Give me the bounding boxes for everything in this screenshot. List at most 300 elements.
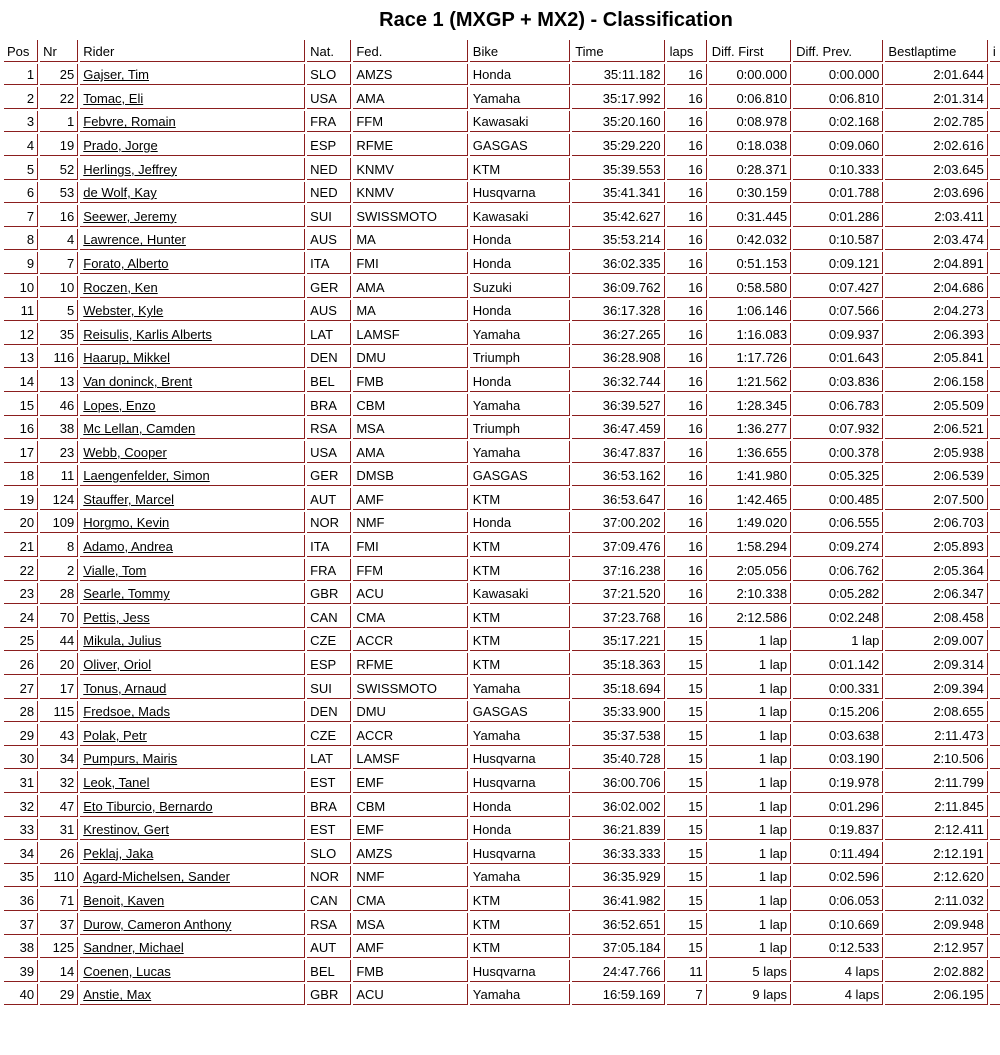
classification-body	[4, 64, 1000, 1006]
cell-fed: ACCR	[353, 630, 467, 652]
cell-diff-prev: 0:01.788	[793, 182, 883, 204]
cell-nr: 20	[40, 653, 78, 675]
cell-nr: 8	[40, 535, 78, 557]
cell-diff-prev: 0:02.596	[793, 866, 883, 888]
cell-bestlaptime: 2:06.393	[885, 323, 987, 345]
cell-rider	[80, 889, 305, 911]
cell-diff-first: 1 lap	[709, 748, 791, 770]
cell-nr: 25	[40, 64, 78, 86]
table-row	[4, 559, 1000, 581]
cell-bike: Yamaha	[470, 866, 570, 888]
cell-laps: 15	[667, 701, 707, 723]
cell-bestlaptime: 2:03.474	[885, 229, 987, 251]
cell-nat: BRA	[307, 795, 351, 817]
rider-link[interactable]: Van doninck, Brent	[83, 373, 193, 389]
cell-diff-prev: 0:03.638	[793, 724, 883, 746]
col-header-bike[interactable]: Bike	[470, 40, 570, 62]
cell-time: 36:35.929	[572, 866, 664, 888]
cell-i	[990, 771, 1000, 793]
rider-link[interactable]: de Wolf, Kay	[83, 185, 157, 201]
col-header-i[interactable]: i	[990, 40, 1000, 62]
col-header-rider[interactable]: Rider	[80, 40, 305, 62]
cell-bestlaptime: 2:01.314	[885, 87, 987, 109]
rider-link[interactable]: Tonus, Arnaud	[83, 680, 167, 696]
rider-link[interactable]: Febvre, Romain	[83, 114, 176, 130]
cell-i	[990, 889, 1000, 911]
cell-nr: 22	[40, 87, 78, 109]
rider-link[interactable]: Stauffer, Marcel	[83, 491, 175, 507]
cell-i	[990, 87, 1000, 109]
cell-laps: 15	[667, 677, 707, 699]
cell-diff-prev: 0:10.669	[793, 913, 883, 935]
cell-i	[990, 323, 1000, 345]
cell-nat: BRA	[307, 394, 351, 416]
cell-pos: 30	[4, 748, 38, 770]
cell-pos: 23	[4, 583, 38, 605]
cell-bike: KTM	[470, 488, 570, 510]
cell-bestlaptime: 2:10.506	[885, 748, 987, 770]
cell-pos: 27	[4, 677, 38, 699]
cell-pos: 11	[4, 300, 38, 322]
cell-nr: 70	[40, 606, 78, 628]
cell-nr: 110	[40, 866, 78, 888]
cell-bestlaptime: 2:11.473	[885, 724, 987, 746]
cell-laps: 11	[667, 960, 707, 982]
cell-bike: Honda	[470, 512, 570, 534]
cell-time: 36:53.162	[572, 465, 664, 487]
cell-nr: 37	[40, 913, 78, 935]
cell-nat: ESP	[307, 134, 351, 156]
table-row	[4, 323, 1000, 345]
cell-diff-first: 2:12.586	[709, 606, 791, 628]
cell-time: 36:17.328	[572, 300, 664, 322]
cell-rider	[80, 87, 305, 109]
cell-i	[990, 182, 1000, 204]
cell-i	[990, 418, 1000, 440]
col-header-time[interactable]: Time	[572, 40, 664, 62]
cell-rider	[80, 158, 305, 180]
cell-time: 36:52.651	[572, 913, 664, 935]
cell-diff-first: 1 lap	[709, 889, 791, 911]
rider-link[interactable]: Webster, Kyle	[83, 303, 164, 319]
rider-link[interactable]: Herlings, Jeffrey	[83, 161, 177, 177]
table-row	[4, 748, 1000, 770]
cell-pos: 12	[4, 323, 38, 345]
cell-rider	[80, 276, 305, 298]
rider-link[interactable]: Coenen, Lucas	[83, 963, 171, 979]
cell-fed: MSA	[353, 913, 467, 935]
cell-bike: Honda	[470, 300, 570, 322]
cell-nr: 14	[40, 960, 78, 982]
table-row	[4, 701, 1000, 723]
cell-bike: KTM	[470, 606, 570, 628]
cell-fed: AMF	[353, 488, 467, 510]
cell-nat: EST	[307, 819, 351, 841]
cell-laps: 16	[667, 182, 707, 204]
rider-link[interactable]: Lawrence, Hunter	[83, 232, 186, 248]
cell-nat: FRA	[307, 559, 351, 581]
cell-bike: Husqvarna	[470, 771, 570, 793]
cell-i	[990, 111, 1000, 133]
cell-i	[990, 653, 1000, 675]
cell-nr: 125	[40, 937, 78, 959]
cell-i	[990, 701, 1000, 723]
cell-bestlaptime: 2:06.195	[885, 984, 987, 1006]
cell-nat: ITA	[307, 252, 351, 274]
cell-rider	[80, 205, 305, 227]
cell-rider	[80, 252, 305, 274]
cell-time: 37:00.202	[572, 512, 664, 534]
cell-diff-prev: 0:01.142	[793, 653, 883, 675]
cell-laps: 16	[667, 323, 707, 345]
cell-laps: 16	[667, 347, 707, 369]
cell-diff-prev: 0:06.053	[793, 889, 883, 911]
cell-rider	[80, 583, 305, 605]
rider-link[interactable]: Horgmo, Kevin	[83, 515, 170, 531]
cell-pos: 28	[4, 701, 38, 723]
cell-rider	[80, 134, 305, 156]
cell-rider	[80, 418, 305, 440]
cell-time: 35:53.214	[572, 229, 664, 251]
cell-diff-first: 1 lap	[709, 913, 791, 935]
cell-rider	[80, 724, 305, 746]
cell-nat: AUS	[307, 300, 351, 322]
cell-time: 36:53.647	[572, 488, 664, 510]
rider-link[interactable]: Leok, Tanel	[83, 775, 150, 790]
cell-time: 35:29.220	[572, 134, 664, 156]
cell-bestlaptime: 2:06.539	[885, 465, 987, 487]
cell-fed: AMZS	[353, 842, 467, 864]
rider-link[interactable]: Reisulis, Karlis Alberts	[83, 326, 212, 342]
cell-bike: Honda	[470, 819, 570, 841]
cell-pos: 10	[4, 276, 38, 298]
rider-link[interactable]: Webb, Cooper	[83, 444, 167, 460]
cell-rider	[80, 771, 305, 793]
cell-rider	[80, 394, 305, 416]
cell-laps: 16	[667, 535, 707, 557]
cell-i	[990, 300, 1000, 322]
cell-nat: CAN	[307, 606, 351, 628]
cell-pos: 24	[4, 606, 38, 628]
cell-laps: 15	[667, 889, 707, 911]
cell-fed: AMF	[353, 937, 467, 959]
cell-diff-first: 1:42.465	[709, 488, 791, 510]
cell-bestlaptime: 2:12.411	[885, 819, 987, 841]
rider-link[interactable]: Sandner, Michael	[83, 940, 184, 956]
cell-diff-first: 0:42.032	[709, 229, 791, 251]
table-row	[4, 300, 1000, 322]
cell-nat: SLO	[307, 842, 351, 864]
cell-time: 37:09.476	[572, 535, 664, 557]
cell-bestlaptime: 2:11.799	[885, 771, 987, 793]
cell-fed: NMF	[353, 866, 467, 888]
col-header-fed[interactable]: Fed.	[353, 40, 467, 62]
cell-diff-prev: 0:00.331	[793, 677, 883, 699]
cell-laps: 15	[667, 937, 707, 959]
col-header-pos[interactable]: Pos	[4, 40, 38, 62]
cell-bestlaptime: 2:01.644	[885, 64, 987, 86]
cell-diff-prev: 0:05.325	[793, 465, 883, 487]
cell-laps: 15	[667, 842, 707, 864]
rider-link[interactable]: Mc Lellan, Camden	[83, 421, 196, 437]
cell-bike: Husqvarna	[470, 182, 570, 204]
cell-time: 36:02.335	[572, 252, 664, 274]
cell-diff-first: 1 lap	[709, 653, 791, 675]
cell-fed: FFM	[353, 559, 467, 581]
cell-fed: LAMSF	[353, 748, 467, 770]
cell-pos: 16	[4, 418, 38, 440]
cell-nr: 10	[40, 276, 78, 298]
rider-link[interactable]: Haarup, Mikkel	[83, 350, 170, 366]
cell-diff-first: 0:51.153	[709, 252, 791, 274]
cell-time: 35:18.363	[572, 653, 664, 675]
cell-rider	[80, 323, 305, 345]
cell-laps: 16	[667, 559, 707, 581]
cell-bestlaptime: 2:09.314	[885, 653, 987, 675]
col-header-nat[interactable]: Nat.	[307, 40, 351, 62]
cell-diff-first: 1:28.345	[709, 394, 791, 416]
cell-rider	[80, 819, 305, 841]
col-header-bestlaptime[interactable]: Bestlaptime	[885, 40, 987, 62]
cell-rider	[80, 630, 305, 652]
cell-i	[990, 64, 1000, 86]
cell-laps: 16	[667, 512, 707, 534]
table-row	[4, 441, 1000, 463]
cell-i	[990, 252, 1000, 274]
cell-bike: Triumph	[470, 347, 570, 369]
rider-link[interactable]: Adamo, Andrea	[83, 539, 173, 555]
cell-i	[990, 394, 1000, 416]
cell-pos: 18	[4, 465, 38, 487]
cell-pos: 35	[4, 866, 38, 888]
table-row	[4, 771, 1000, 793]
cell-nat: EST	[307, 771, 351, 793]
cell-nr: 28	[40, 583, 78, 605]
cell-diff-prev: 0:15.206	[793, 701, 883, 723]
rider-link[interactable]: Eto Tiburcio, Bernardo	[83, 798, 213, 814]
table-row	[4, 229, 1000, 251]
cell-laps: 16	[667, 441, 707, 463]
cell-fed: ACCR	[353, 724, 467, 746]
cell-i	[990, 630, 1000, 652]
rider-link[interactable]: Durow, Cameron Anthony	[83, 916, 232, 932]
cell-rider	[80, 370, 305, 392]
cell-diff-prev: 0:06.810	[793, 87, 883, 109]
table-row	[4, 158, 1000, 180]
cell-laps: 16	[667, 64, 707, 86]
cell-bike: KTM	[470, 630, 570, 652]
cell-bestlaptime: 2:03.645	[885, 158, 987, 180]
cell-laps: 16	[667, 583, 707, 605]
cell-fed: ACU	[353, 984, 467, 1006]
rider-link[interactable]: Prado, Jorge	[83, 137, 158, 153]
cell-nr: 19	[40, 134, 78, 156]
rider-link[interactable]: Gajser, Tim	[83, 67, 150, 83]
cell-diff-prev: 0:01.296	[793, 795, 883, 817]
rider-link[interactable]: Vialle, Tom	[83, 562, 147, 578]
cell-nat: CZE	[307, 630, 351, 652]
cell-nat: LAT	[307, 323, 351, 345]
cell-fed: DMU	[353, 701, 467, 723]
cell-diff-prev: 0:09.937	[793, 323, 883, 345]
rider-link[interactable]: Pumpurs, Mairis	[83, 751, 178, 767]
cell-time: 37:23.768	[572, 606, 664, 628]
cell-diff-first: 1:36.277	[709, 418, 791, 440]
cell-time: 35:20.160	[572, 111, 664, 133]
rider-link[interactable]: Searle, Tommy	[83, 586, 170, 602]
cell-nat: GBR	[307, 984, 351, 1006]
cell-rider	[80, 300, 305, 322]
cell-pos: 25	[4, 630, 38, 652]
cell-diff-first: 1:17.726	[709, 347, 791, 369]
cell-bestlaptime: 2:06.703	[885, 512, 987, 534]
cell-diff-first: 1:58.294	[709, 535, 791, 557]
cell-time: 36:41.982	[572, 889, 664, 911]
cell-fed: RFME	[353, 134, 467, 156]
cell-bestlaptime: 2:04.891	[885, 252, 987, 274]
cell-i	[990, 842, 1000, 864]
cell-pos: 38	[4, 937, 38, 959]
cell-diff-first: 1:36.655	[709, 441, 791, 463]
cell-pos: 5	[4, 158, 38, 180]
cell-nat: LAT	[307, 748, 351, 770]
cell-nat: USA	[307, 87, 351, 109]
rider-link[interactable]: Roczen, Ken	[83, 279, 158, 295]
cell-nr: 7	[40, 252, 78, 274]
cell-time: 35:39.553	[572, 158, 664, 180]
cell-bike: GASGAS	[470, 465, 570, 487]
cell-bike: KTM	[470, 535, 570, 557]
cell-i	[990, 465, 1000, 487]
cell-diff-first: 5 laps	[709, 960, 791, 982]
cell-diff-first: 0:08.978	[709, 111, 791, 133]
cell-nr: 17	[40, 677, 78, 699]
cell-bestlaptime: 2:06.521	[885, 418, 987, 440]
rider-link[interactable]: Peklaj, Jaka	[83, 845, 154, 861]
cell-rider	[80, 488, 305, 510]
rider-link[interactable]: Krestinov, Gert	[83, 822, 169, 838]
cell-i	[990, 795, 1000, 817]
cell-i	[990, 535, 1000, 557]
rider-link[interactable]: Mikula, Julius	[83, 633, 162, 649]
cell-i	[990, 229, 1000, 251]
cell-rider	[80, 842, 305, 864]
cell-nat: DEN	[307, 701, 351, 723]
rider-link[interactable]: Benoit, Kaven	[83, 892, 165, 908]
rider-link[interactable]: Anstie, Max	[83, 987, 152, 1003]
col-header-diff-prev[interactable]: Diff. Prev.	[793, 40, 883, 62]
rider-link[interactable]: Agard-Michelsen, Sander	[83, 869, 230, 885]
cell-bike: KTM	[470, 559, 570, 581]
cell-rider	[80, 512, 305, 534]
cell-laps: 16	[667, 87, 707, 109]
cell-nr: 116	[40, 347, 78, 369]
cell-rider	[80, 347, 305, 369]
cell-laps: 16	[667, 205, 707, 227]
cell-time: 36:32.744	[572, 370, 664, 392]
cell-diff-prev: 0:00.000	[793, 64, 883, 86]
cell-i	[990, 606, 1000, 628]
cell-pos: 40	[4, 984, 38, 1006]
cell-fed: FMI	[353, 252, 467, 274]
cell-diff-first: 9 laps	[709, 984, 791, 1006]
cell-rider	[80, 441, 305, 463]
col-header-laps[interactable]: laps	[667, 40, 707, 62]
cell-time: 36:27.265	[572, 323, 664, 345]
cell-bestlaptime: 2:12.191	[885, 842, 987, 864]
cell-fed: FMB	[353, 960, 467, 982]
cell-rider	[80, 465, 305, 487]
cell-bike: KTM	[470, 158, 570, 180]
rider-link[interactable]: Pettis, Jess	[83, 609, 150, 625]
cell-i	[990, 677, 1000, 699]
col-header-nr[interactable]: Nr	[40, 40, 78, 62]
rider-link[interactable]: Laengenfelder, Simon	[83, 468, 210, 484]
cell-diff-first: 1 lap	[709, 677, 791, 699]
cell-diff-prev: 0:06.555	[793, 512, 883, 534]
rider-link[interactable]: Forato, Alberto	[83, 255, 169, 271]
rider-link[interactable]: Seewer, Jeremy	[83, 208, 177, 224]
cell-diff-prev: 0:09.121	[793, 252, 883, 274]
cell-diff-first: 2:10.338	[709, 583, 791, 605]
cell-nat: AUT	[307, 937, 351, 959]
cell-i	[990, 370, 1000, 392]
col-header-diff-first[interactable]: Diff. First	[709, 40, 791, 62]
cell-time: 35:40.728	[572, 748, 664, 770]
table-row	[4, 724, 1000, 746]
rider-link[interactable]: Oliver, Oriol	[83, 657, 152, 673]
cell-diff-prev: 0:00.378	[793, 441, 883, 463]
rider-link[interactable]: Tomac, Eli	[83, 90, 144, 106]
cell-time: 36:28.908	[572, 347, 664, 369]
cell-bike: Kawasaki	[470, 583, 570, 605]
table-row	[4, 205, 1000, 227]
cell-diff-first: 1 lap	[709, 771, 791, 793]
header-row	[4, 40, 1000, 62]
cell-pos: 3	[4, 111, 38, 133]
cell-diff-prev: 0:02.168	[793, 111, 883, 133]
cell-diff-first: 0:58.580	[709, 276, 791, 298]
cell-nr: 32	[40, 771, 78, 793]
cell-laps: 7	[667, 984, 707, 1006]
cell-time: 35:33.900	[572, 701, 664, 723]
cell-pos: 34	[4, 842, 38, 864]
cell-bike: KTM	[470, 889, 570, 911]
cell-nat: ITA	[307, 535, 351, 557]
cell-laps: 16	[667, 276, 707, 298]
rider-link[interactable]: Lopes, Enzo	[83, 397, 156, 413]
cell-nr: 1	[40, 111, 78, 133]
cell-nat: SLO	[307, 64, 351, 86]
cell-fed: DMU	[353, 347, 467, 369]
cell-bike: GASGAS	[470, 701, 570, 723]
cell-fed: EMF	[353, 771, 467, 793]
cell-diff-first: 1:49.020	[709, 512, 791, 534]
cell-bike: KTM	[470, 937, 570, 959]
cell-bestlaptime: 2:05.364	[885, 559, 987, 581]
cell-diff-first: 1:16.083	[709, 323, 791, 345]
table-row	[4, 795, 1000, 817]
rider-link[interactable]: Polak, Petr	[83, 727, 147, 743]
rider-link[interactable]: Fredsoe, Mads	[83, 704, 170, 720]
cell-nr: 29	[40, 984, 78, 1006]
cell-diff-first: 2:05.056	[709, 559, 791, 581]
cell-time: 37:05.184	[572, 937, 664, 959]
cell-laps: 16	[667, 111, 707, 133]
cell-bike: Honda	[470, 229, 570, 251]
cell-diff-prev: 0:03.836	[793, 370, 883, 392]
cell-diff-first: 0:18.038	[709, 134, 791, 156]
